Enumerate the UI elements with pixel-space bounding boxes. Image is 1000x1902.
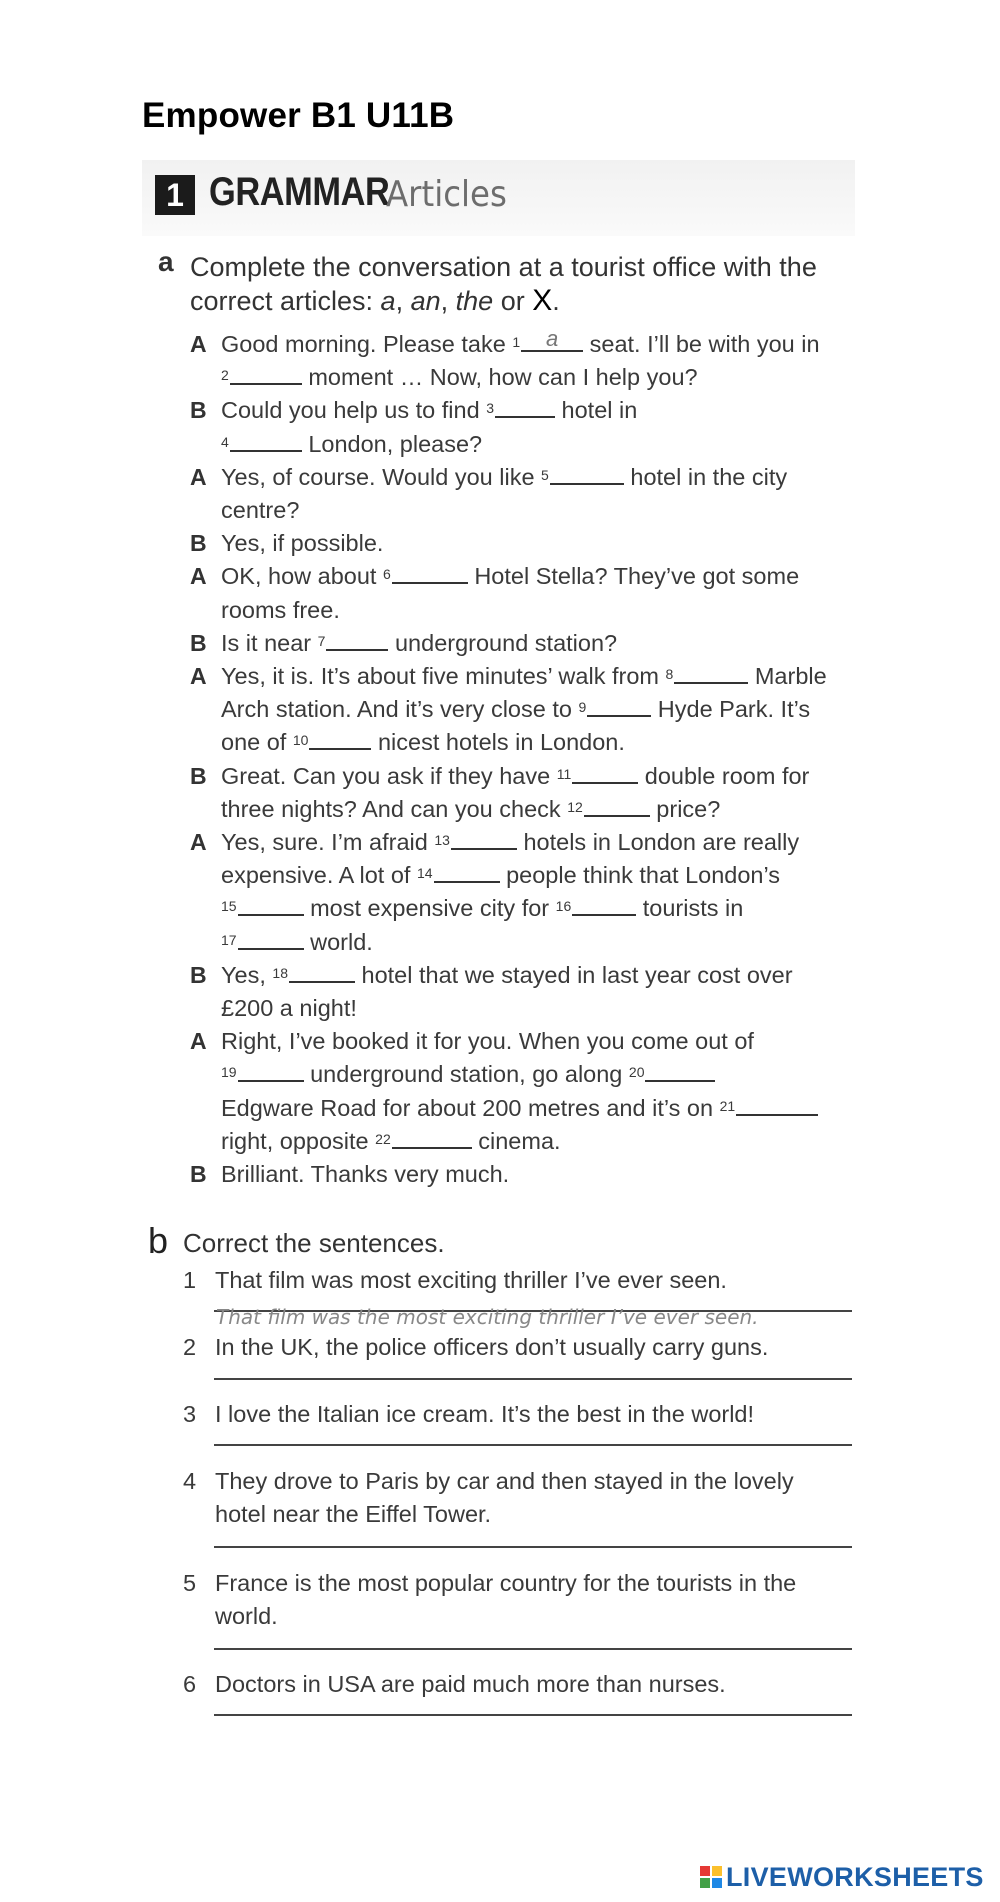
text-segment: Yes, xyxy=(221,961,273,988)
text-segment: centre? xyxy=(221,497,300,523)
answer-blank[interactable] xyxy=(238,928,304,950)
text-segment: Yes, sure. I’m afraid xyxy=(221,829,435,855)
line-text xyxy=(221,926,373,959)
answer-blank[interactable] xyxy=(572,762,638,784)
text-segment: underground station? xyxy=(388,629,618,656)
answer-blank[interactable] xyxy=(451,828,517,850)
text-segment: Marble xyxy=(748,663,827,689)
gap-number: 22 xyxy=(375,1130,391,1147)
item-sentence xyxy=(215,1668,865,1701)
gap-number: 13 xyxy=(434,832,450,848)
line-text xyxy=(221,992,357,1025)
line-text xyxy=(221,361,698,394)
answer-blank[interactable] xyxy=(238,894,304,916)
line-text xyxy=(221,560,799,593)
text-segment: OK, how about xyxy=(221,563,383,590)
gap-number: 14 xyxy=(416,865,433,882)
speaker-label: B xyxy=(190,1161,207,1187)
text-segment: double room for xyxy=(638,762,810,789)
gap-number: 5 xyxy=(541,466,549,483)
text-segment: Yes, it is. It’s about five minutes’ walk from xyxy=(221,663,666,689)
text-segment: underground station, go along xyxy=(303,1061,629,1088)
text-segment: Right, I’ve booked it for you. When you come out of xyxy=(221,1028,754,1055)
text-segment: Good morning. Please take xyxy=(221,331,513,357)
article-a: a xyxy=(380,286,396,316)
page-title: Empower B1 U11B xyxy=(142,96,455,135)
article-an: an xyxy=(410,286,441,316)
item-number: 5 xyxy=(183,1570,197,1596)
answer-blank[interactable] xyxy=(521,326,583,352)
sentence-line: That film was most exciting thriller I’ve ever seen. xyxy=(215,1267,727,1293)
line-text xyxy=(221,494,299,527)
item-sentence xyxy=(215,1465,865,1531)
gap-number: 20 xyxy=(628,1064,645,1081)
text-segment: hotel in xyxy=(555,397,638,424)
speaker-label: A xyxy=(190,463,207,490)
answer-blank[interactable] xyxy=(434,861,500,883)
text-segment: seat. I’ll be with you in xyxy=(583,331,820,357)
line-text xyxy=(221,793,720,826)
answer-line[interactable] xyxy=(214,1648,852,1650)
example-answer: That film was the most exciting thriller I’ve ever seen. xyxy=(216,1305,759,1329)
text-segment: Could you help us to find xyxy=(221,397,487,424)
line-text xyxy=(221,726,625,759)
exercise-b-instruction: Correct the sentences. xyxy=(183,1228,445,1258)
text-segment: three nights? And can you check xyxy=(221,795,568,822)
answer-line[interactable] xyxy=(214,1444,852,1446)
answer-blank[interactable] xyxy=(736,1094,818,1116)
line-text xyxy=(221,760,809,793)
answer-blank[interactable] xyxy=(674,662,748,684)
line-text xyxy=(221,959,793,992)
footer-brand-text: LIVEWORKSHEETS xyxy=(726,1862,984,1892)
speaker-label: B xyxy=(190,530,207,557)
gap-number: 12 xyxy=(567,798,583,815)
or-text: or xyxy=(493,286,533,316)
answer-line[interactable] xyxy=(214,1546,852,1548)
sentence-line: They drove to Paris by car and then stayed in the lovely xyxy=(215,1468,794,1494)
speaker-label: A xyxy=(190,1028,207,1055)
gap-number: 15 xyxy=(221,898,237,915)
exercise-b-letter: b xyxy=(148,1220,169,1261)
answer-blank[interactable] xyxy=(238,1060,304,1082)
text-segment: nicest hotels in London. xyxy=(371,729,625,756)
item-number: 2 xyxy=(183,1334,197,1360)
gap-number: 4 xyxy=(221,433,229,450)
liveworksheets-logo-icon xyxy=(700,1866,722,1888)
speaker-label: B xyxy=(190,762,207,789)
line-text xyxy=(221,394,637,427)
answer-blank[interactable] xyxy=(230,363,302,385)
sentence-line: hotel near the Eiffel Tower. xyxy=(215,1501,492,1527)
text-segment: one of xyxy=(221,729,293,756)
answer-line[interactable] xyxy=(214,1378,852,1380)
item-sentence xyxy=(215,1398,865,1431)
item-number: 6 xyxy=(183,1671,197,1697)
text-segment: hotel that we stayed in last year cost over xyxy=(354,961,793,988)
text-segment: Brilliant. Thanks very much. xyxy=(221,1161,510,1187)
separator: , xyxy=(395,286,411,316)
answer-blank[interactable] xyxy=(309,728,371,750)
line-text xyxy=(221,1125,561,1158)
answer-line[interactable] xyxy=(214,1714,852,1716)
answer-blank[interactable] xyxy=(645,1060,715,1082)
sentence-line: world. xyxy=(215,1603,278,1629)
sentence-line: Doctors in USA are paid much more than nurses. xyxy=(215,1671,726,1697)
gap-number: 8 xyxy=(665,666,674,682)
gap-number: 21 xyxy=(719,1097,736,1114)
gap-number: 2 xyxy=(221,367,229,384)
text-segment: people think that London’s xyxy=(499,862,781,889)
footer-brand xyxy=(700,1862,984,1893)
text-segment: £200 a night! xyxy=(221,995,357,1021)
gap-number: 16 xyxy=(555,898,572,915)
line-text xyxy=(221,1058,715,1091)
text-segment: Edgware Road for about 200 metres and it’s on xyxy=(221,1094,720,1121)
answer-blank[interactable] xyxy=(572,894,636,916)
text-segment: hotel in the city xyxy=(623,463,788,490)
line-text xyxy=(221,461,787,494)
text-segment: rooms free. xyxy=(221,596,340,623)
line-text xyxy=(221,892,743,925)
line-text xyxy=(221,594,340,627)
text-segment: hotels in London are really xyxy=(516,829,800,855)
text-segment: most expensive city for xyxy=(303,895,556,922)
gap-number: 7 xyxy=(317,632,326,649)
line-text xyxy=(221,1092,818,1125)
gap-number: 9 xyxy=(578,699,587,716)
gap-number: 18 xyxy=(272,964,288,981)
sentence-line: France is the most popular country for the tourists in the xyxy=(215,1570,797,1596)
line-text xyxy=(221,660,827,693)
instruction-text: correct articles: xyxy=(190,286,381,316)
example-gap-answer: a xyxy=(545,326,559,351)
line-text xyxy=(221,428,482,461)
article-the: the xyxy=(455,286,494,316)
gap-number: 10 xyxy=(292,732,309,749)
answer-blank[interactable] xyxy=(587,695,651,717)
answer-blank[interactable] xyxy=(550,463,624,485)
exercise-a-letter: a xyxy=(158,246,174,277)
text-segment: expensive. A lot of xyxy=(221,862,417,889)
answer-blank[interactable] xyxy=(326,629,388,651)
text-segment: Great. Can you ask if they have xyxy=(221,762,557,789)
speaker-label: A xyxy=(190,829,207,855)
section-title: GRAMMAR xyxy=(209,170,390,214)
line-text xyxy=(221,527,383,560)
exercise-a-instruction xyxy=(190,250,870,318)
text-segment: London, please? xyxy=(301,430,483,457)
answer-blank[interactable] xyxy=(230,430,302,452)
text-segment: world. xyxy=(303,928,373,955)
item-number: 1 xyxy=(183,1267,197,1293)
text-segment: Yes, of course. Would you like xyxy=(221,463,542,490)
gap-number: 19 xyxy=(221,1064,237,1081)
line-text xyxy=(221,627,617,660)
speaker-label: B xyxy=(190,397,207,424)
text-segment: right, opposite xyxy=(221,1127,376,1154)
gap-number: 1 xyxy=(512,334,521,350)
answer-blank[interactable] xyxy=(584,795,650,817)
text-segment: cinema. xyxy=(471,1127,561,1154)
separator: , xyxy=(440,286,456,316)
sentence-line: In the UK, the police officers don’t usually carry guns. xyxy=(215,1334,769,1360)
text-segment: Arch station. And it’s very close to xyxy=(221,696,579,723)
gap-number: 3 xyxy=(486,400,494,417)
gap-number: 11 xyxy=(556,765,572,782)
article-zero: X xyxy=(532,284,553,317)
text-segment: moment … Now, how can I help you? xyxy=(301,364,698,391)
speaker-label: B xyxy=(190,961,207,988)
text-segment: Hyde Park. It’s xyxy=(651,696,811,723)
line-text xyxy=(221,693,810,726)
text-segment: Is it near xyxy=(221,629,318,656)
text-segment: Hotel Stella? They’ve got some xyxy=(467,563,800,590)
answer-blank[interactable] xyxy=(392,1127,472,1149)
line-text xyxy=(221,1025,754,1058)
speaker-label: A xyxy=(190,663,207,689)
line-text xyxy=(221,859,780,892)
instruction-line-1: Complete the conversation at a tourist office with the xyxy=(190,252,817,282)
answer-blank[interactable] xyxy=(289,961,355,983)
gap-number: 6 xyxy=(383,566,391,583)
gap-number: 17 xyxy=(221,931,237,948)
speaker-label: A xyxy=(190,563,207,590)
item-sentence xyxy=(215,1264,865,1297)
period: . xyxy=(552,286,560,316)
line-text xyxy=(221,1158,509,1191)
item-sentence xyxy=(215,1331,865,1364)
answer-blank[interactable] xyxy=(495,396,555,418)
section-subtitle: Articles xyxy=(386,174,507,215)
line-text xyxy=(221,328,820,361)
text-segment: price? xyxy=(649,795,721,822)
text-segment: Yes, if possible. xyxy=(221,530,384,557)
section-number: 1 xyxy=(155,175,195,215)
instruction-line-2 xyxy=(190,284,870,318)
speaker-label: B xyxy=(190,629,207,656)
item-sentence xyxy=(215,1567,865,1633)
item-number: 3 xyxy=(183,1401,197,1427)
answer-blank[interactable] xyxy=(392,562,468,584)
text-segment: tourists in xyxy=(636,895,744,922)
sentence-line: I love the Italian ice cream. It’s the best in the world! xyxy=(215,1401,755,1427)
line-text xyxy=(221,826,799,859)
speaker-label: A xyxy=(190,331,207,357)
item-number: 4 xyxy=(183,1468,197,1494)
